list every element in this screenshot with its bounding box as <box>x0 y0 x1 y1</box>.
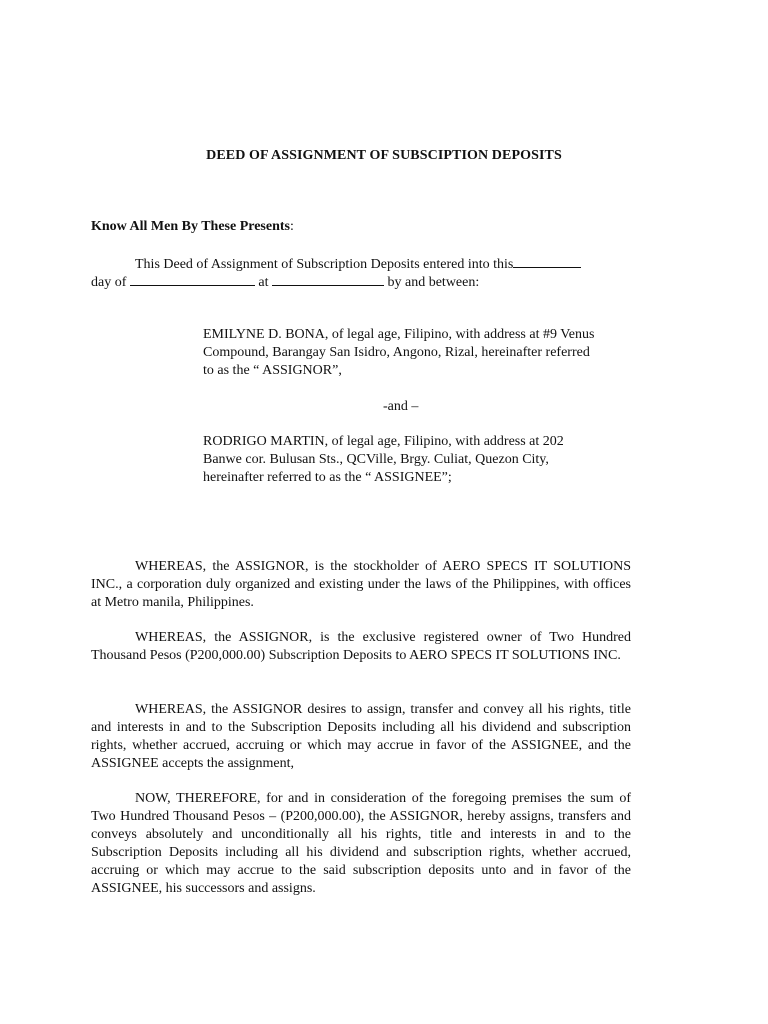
salutation <box>91 218 294 236</box>
assignor-line-2: Compound, Barangay San Isidro, Angono, Rizal, hereinafter referred <box>203 345 590 360</box>
assignee-line-3: hereinafter referred to as the “ ASSIGNEE”; <box>203 470 452 485</box>
intro-line-2 <box>91 273 479 292</box>
intro-text-2: day of <box>91 275 127 290</box>
document-title: DEED OF ASSIGNMENT OF SUBSCIPTION DEPOSITS <box>206 148 562 163</box>
intro-line-1 <box>135 255 581 274</box>
assignor-line-1: EMILYNE D. BONA, of legal age, Filipino, with address at #9 Venus <box>203 327 595 342</box>
and-separator: -and – <box>383 399 419 414</box>
salutation-text: Know All Men By These Presents <box>91 219 290 234</box>
assignee-line-1: RODRIGO MARTIN, of legal age, Filipino, with address at 202 <box>203 434 564 449</box>
whereas-paragraph-1: WHEREAS, the ASSIGNOR, is the stockholder of AERO SPECS IT SOLUTIONS INC., a corporation duly organized and existing under the laws of the Philippines, with offices at Metro manila, Philippines. <box>91 559 631 610</box>
day-blank <box>130 273 255 286</box>
place-blank <box>272 273 384 286</box>
now-therefore-paragraph: NOW, THEREFORE, for and in consideration of the foregoing premises the sum of Two Hundred Thousand Pesos – (P200,000.00), the ASSIGNOR, hereby assigns, transfers and conveys absolutely and unconditionally all his rights, title and interests in and to the Subscription Deposits including all his dividend and subscription rights, whether accrued, accruing or which may accrue to the said subscription deposits unto and in favor of the ASSIGNEE, his successors and assigns. <box>91 791 631 896</box>
assignee-line-2: Banwe cor. Bulusan Sts., QCVille, Brgy. Culiat, Quezon City, <box>203 452 549 467</box>
salutation-colon: : <box>290 219 294 234</box>
intro-text-4: by and between: <box>387 275 480 290</box>
whereas-paragraph-2: WHEREAS, the ASSIGNOR, is the exclusive registered owner of Two Hundred Thousand Pesos (P200,000.00) Subscription Deposits to AERO SPECS IT SOLUTIONS INC. <box>91 630 631 663</box>
assignor-line-3: to as the “ ASSIGNOR”, <box>203 363 342 378</box>
whereas-paragraph-3: WHEREAS, the ASSIGNOR desires to assign, transfer and convey all his rights, title and interests in and to the Subscription Deposits including all his dividend and subscription rights, whether accrued, accruing or which may accrue in favor of the ASSIGNEE, and the ASSIGNEE accepts the assignment, <box>91 702 631 771</box>
date-blank <box>513 255 581 268</box>
intro-text-3: at <box>258 275 269 290</box>
intro-text-1: This Deed of Assignment of Subscription Deposits entered into this <box>135 257 514 272</box>
